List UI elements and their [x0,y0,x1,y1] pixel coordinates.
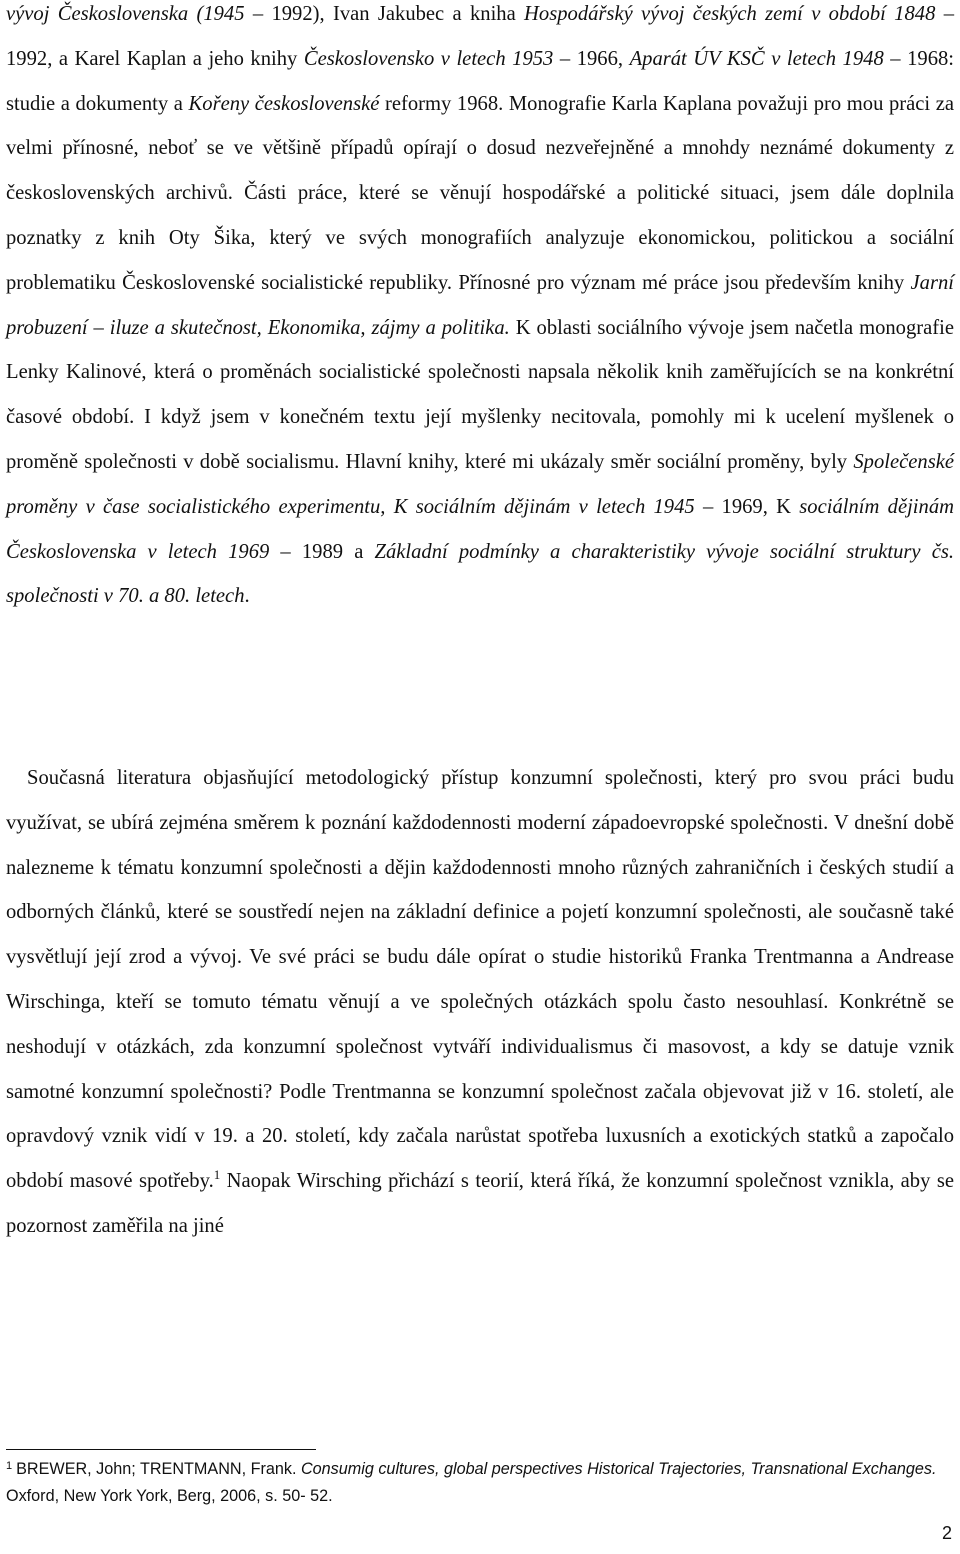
paragraph-2-text-before-footnote: Současná literatura objasňující metodologický přístup konzumní společnosti, který pro svou práci budu využívat, se ubírá zejména směrem k poznání každodennosti moderní západoevropské společnosti. V dnešní době nalezneme k tématu konzumní společnosti a dějin každodennosti mnoho různých zahraničních i českých studií a odborných článků, které se soustředí nejen na základní definice a pojetí konzumní společnosti, ale současně také vysvětlují její zrod a vývoj. Ve své práci se budu dále opírat o studie historiků Franka Trentmanna a Andrease Wirschinga, kteří se tomuto tématu věnují a ve společných otázkách spolu často nesouhlasí. Konkrétně se neshodují v otázkách, zda konzumní společnost vytváří individualismus či masovost, a kdy se datuje vznik samotné konzumní společnosti? Podle Trentmanna se konzumní společnost začala objevovat již v 16. století, ale opravdový vznik vidí v 19. a 20. století, kdy začala narůstat spotřeba luxusních a exotických statků a započalo období masové spotřeby. [6,767,954,1193]
paragraph-1-run: – 1968: studie a dokumenty a [6,47,955,115]
footnote-number: 1 [6,1460,13,1472]
paragraph-1-run: – 1969, K [694,495,800,518]
paragraph-1-run: Aparát ÚV KSČ v letech 1948 [629,47,884,70]
paragraph-1-run: Hospodářský vývoj českých zemí v období 1848 [524,3,936,25]
footnote-reference-marker[interactable]: 1 [213,1167,221,1183]
footnote-title: Consumig cultures, global perspectives Historical Trajectories, Transnational Exchanges. [300,1460,937,1478]
paragraph-1-run: Československo v letech 1953 [303,47,554,70]
page-number: 2 [941,1523,952,1543]
body-paragraph-2 [6,756,954,1249]
footnote-publication: Oxford, New York York, Berg, 2006, s. 50- 52. [6,1487,333,1505]
paragraph-1-run: Společenské proměny v čase socialistického experimentu, K sociálním dějinám v letech 1945 [6,450,954,518]
paragraph-1-run: Kořeny československé [188,92,380,115]
paragraph-1-run: vývoj Československa (1945 [6,3,245,25]
footnote [6,1456,950,1510]
paragraph-2-text-after-footnote: Naopak Wirsching přichází s teorií, která říká, že konzumní společnost vznikla, aby se pozornost zaměřila na jiné [6,1170,954,1237]
body-paragraph-1 [6,0,954,619]
paragraph-1-run: – 1992, a Karel Kaplan a jeho knihy [6,3,954,70]
paragraph-1-run: K oblasti sociálního vývoje jsem načetla monografie Lenky Kalinové, která o proměnách socialistické společnosti napsala několik knih zaměřujících se na konkrétní časové období. I když jsem v konečném textu její myšlenky necitovala, pomohly mi k ucelení myšlenek o proměně společnosti v době socialismu. Hlavní knihy, které mi ukázaly směr sociální proměny, byly [6,316,954,473]
paragraph-1-run: sociálním dějinám Československa v letech 1969 [6,495,954,563]
paragraph-1-run: reformy 1968. Monografie Karla Kaplana považuji pro mou práci za velmi přínosné, neboť se ve většině případů opírají o dosud nezveřejněné a mnohdy neznámé dokumenty z československých archivů. Části práce, které se věnují hospodářské a politické situaci, jsem dále doplnila poznatky z knih Oty Šika, který ve svých monografiích analyzuje ekonomickou, politickou a sociální problematiku Československé socialistické republiky. Přínosné pro význam mé práce jsou především knihy [6,92,955,294]
footnote-authors: BREWER, John; TRENTMANN, Frank. [16,1460,301,1478]
footnote-separator-line [6,1449,316,1450]
paragraph-1-run: – 1989 a [269,540,375,563]
paragraph-1-run: – 1966, [553,47,630,70]
paragraph-1-run: Jarní probuzení – iluze a skutečnost, Ekonomika, zájmy a politika. [6,271,954,339]
paragraph-1-run: – 1992), Ivan Jakubec a kniha [244,3,525,25]
paragraph-1-run: Základní podmínky a charakteristiky vývoje sociální struktury čs. společnosti v 70. a 80. letech [6,540,955,608]
paragraph-1-run: . [244,585,250,608]
